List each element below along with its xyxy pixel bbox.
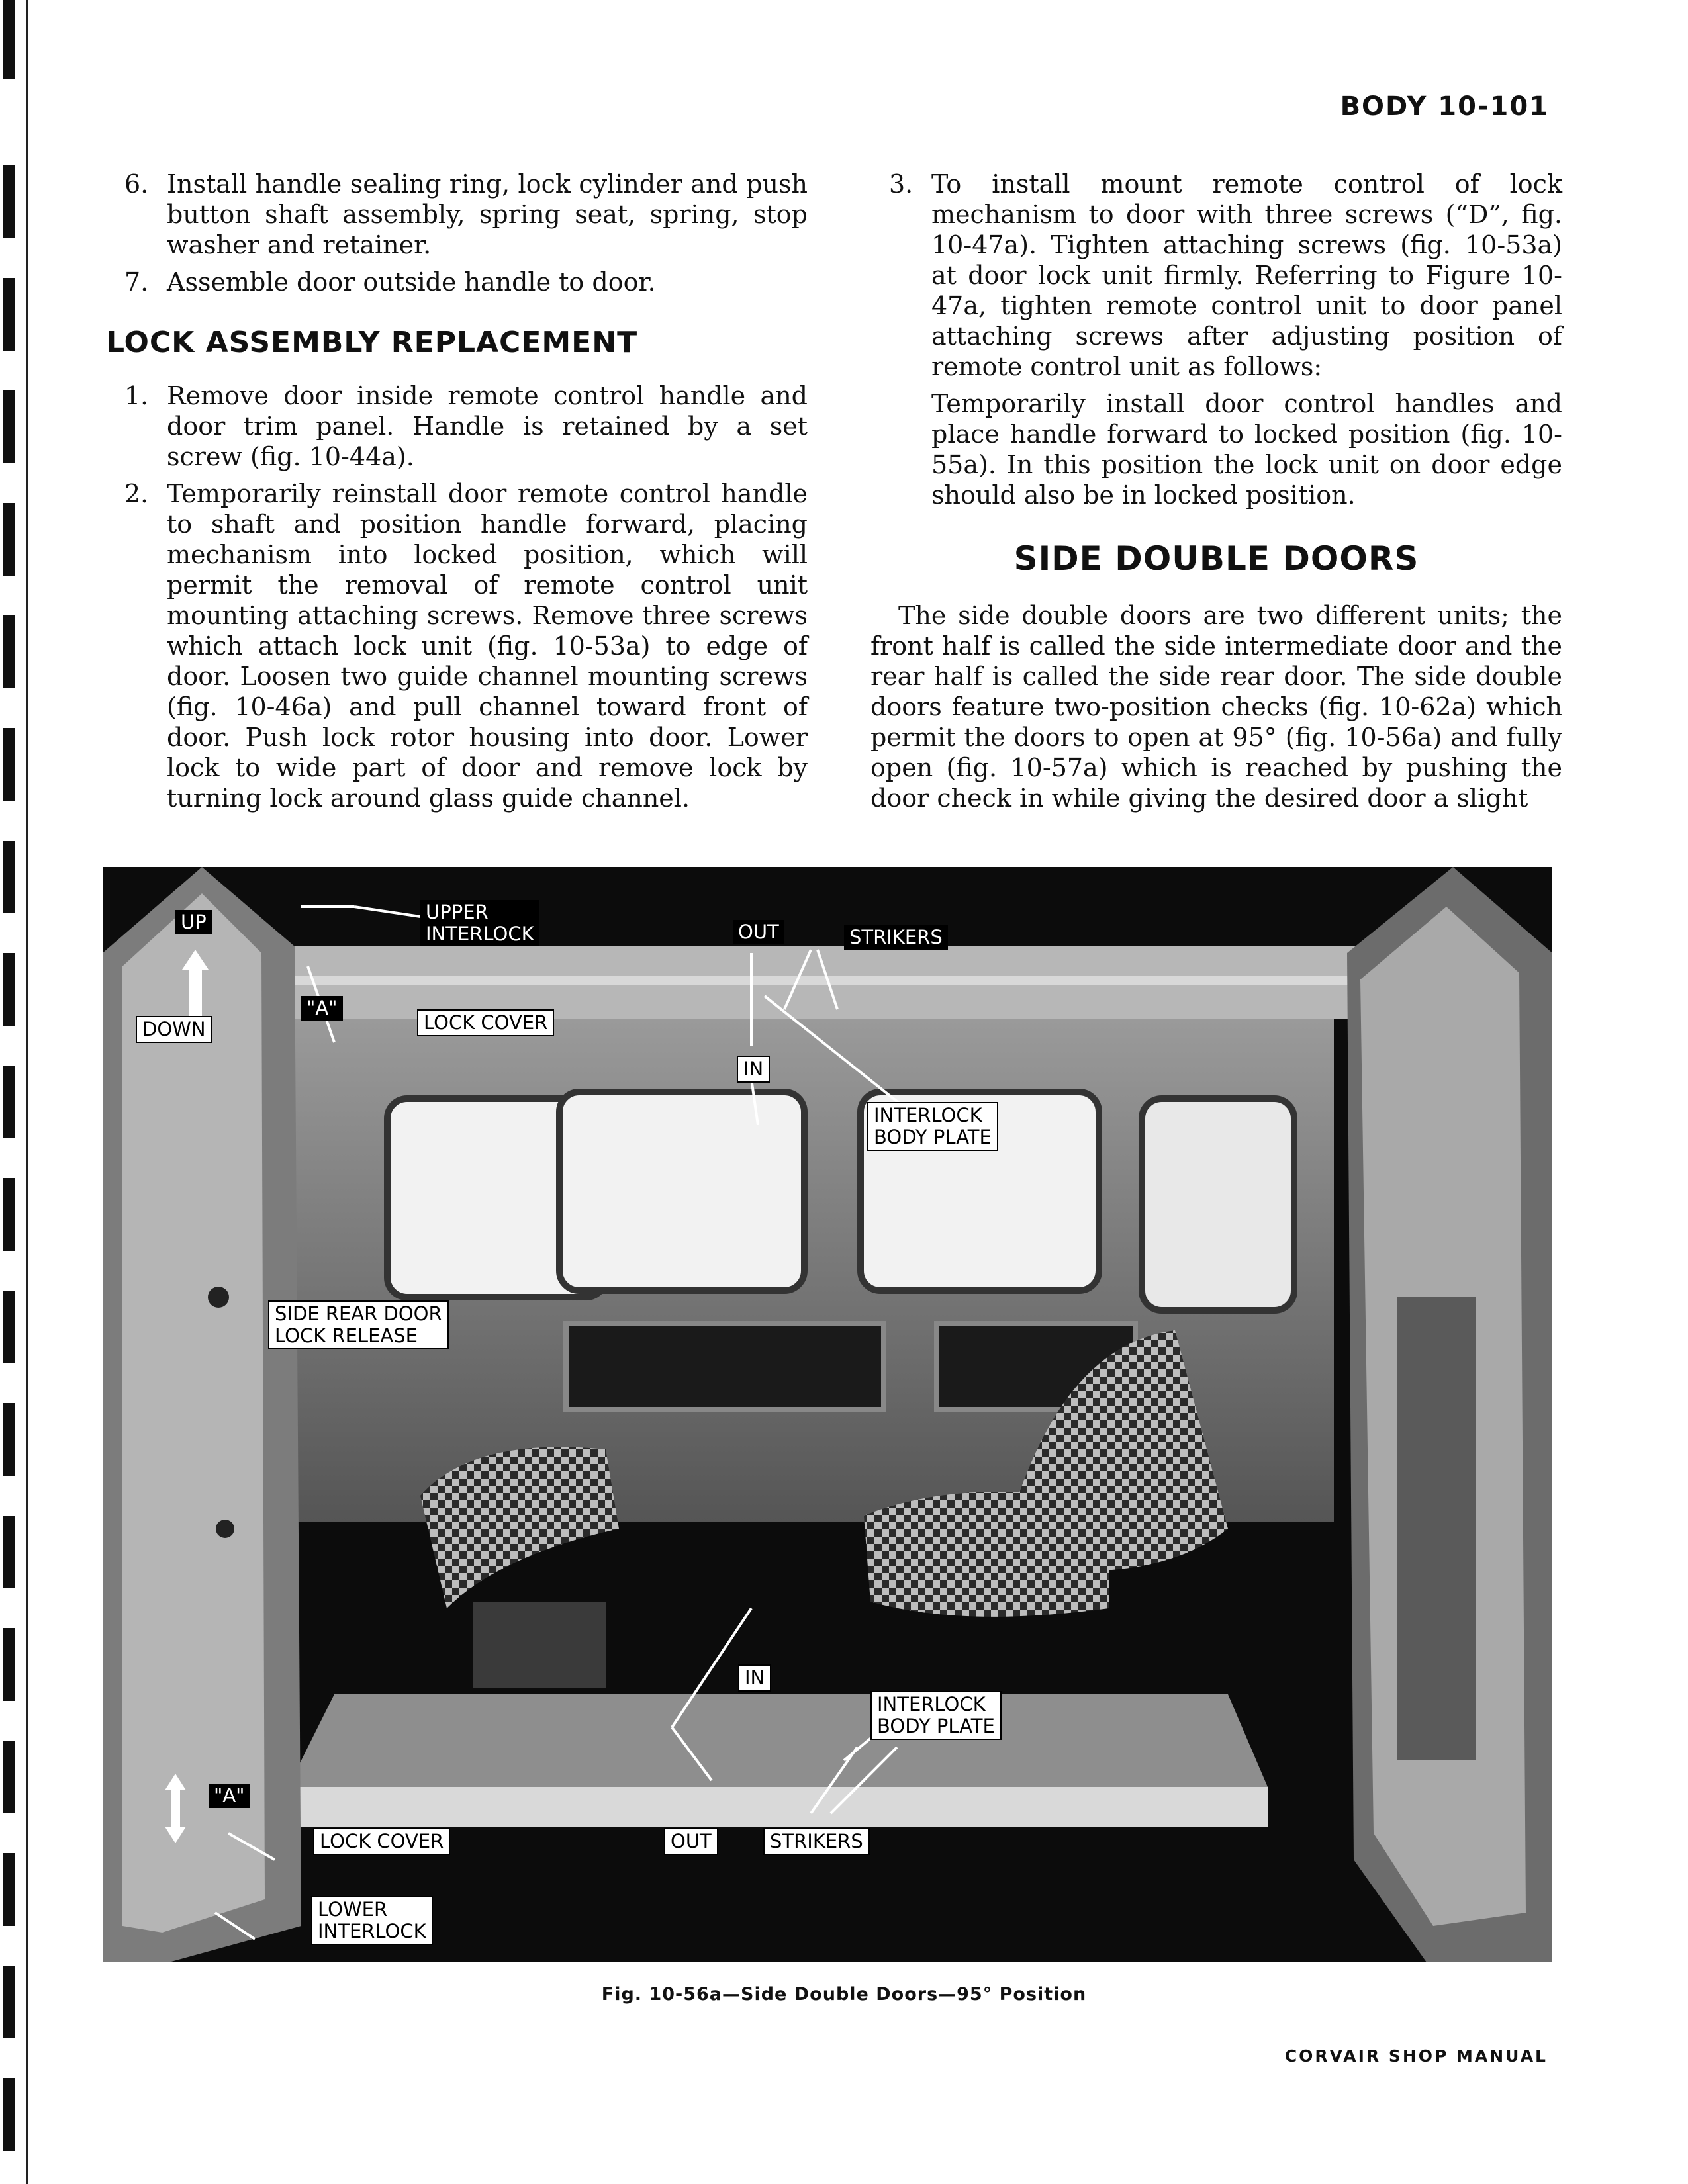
label-out-bottom: OUT (664, 1828, 718, 1855)
van-interior-photo (103, 867, 1552, 1962)
label-in-top: IN (737, 1056, 770, 1083)
label-a-bottom: "A" (209, 1784, 250, 1808)
paragraph: Temporarily install door control handles and place handle forward to locked position (fig. 10-55a). In this position the lock unit on door edge should also be in locked position. (931, 389, 1562, 510)
label-lock-cover-bottom: LOCK COVER (313, 1828, 450, 1855)
figure-caption: Fig. 10-56a—Side Double Doors—95° Position (601, 1984, 1087, 2005)
list-item (106, 381, 808, 472)
binding-mark (3, 1403, 15, 1476)
binding-mark (3, 1516, 15, 1588)
binding-mark (3, 278, 15, 351)
list-item (106, 478, 808, 813)
list-item (106, 169, 808, 260)
page-header: BODY 10-101 (1340, 91, 1549, 122)
binding-mark (3, 728, 15, 801)
binding-mark (3, 841, 15, 913)
figure-side-double-doors (103, 867, 1552, 1962)
list-item (106, 267, 808, 297)
item-text: To install mount remote control of lock mechanism to door with three screws (“D”, fig. 10-47a). Tighten attaching screws (fig. 10-53a) at door lock unit firmly. Referring to Figure 10-47a, tighten remote control unit to door panel attaching screws after adjusting position of remote control unit as follows: (931, 169, 1562, 381)
label-lock-cover-top: LOCK COVER (417, 1009, 554, 1036)
list-item (870, 169, 1562, 382)
label-a-top: "A" (301, 996, 343, 1021)
left-column (106, 169, 808, 820)
binding-mark (3, 953, 15, 1026)
binding-mark (3, 1178, 15, 1251)
item-text: Assemble door outside handle to door. (167, 267, 656, 296)
label-out-top: OUT (733, 920, 784, 944)
paragraph: The side double doors are two different units; the front half is called the side intermediate door and the rear half is called the side rear door. The side double doors feature two-position checks (fig. 10-62a) which permit the doors to open at 95° (fig. 10-56a) and fully open (fig. 10-57a) which is reached by pushing the door check in while giving the desired door a slight (870, 601, 1562, 813)
binding-mark (3, 1853, 15, 1926)
label-strikers-top: STRIKERS (844, 925, 948, 950)
item-number: 6. (124, 169, 149, 199)
binding-mark (3, 1628, 15, 1701)
label-side-rear-door-lock-release: SIDE REAR DOOR LOCK RELEASE (268, 1300, 449, 1349)
binding-mark (3, 503, 15, 576)
label-upper-interlock: UPPER INTERLOCK (420, 900, 539, 946)
label-interlock-body-plate-bottom: INTERLOCK BODY PLATE (870, 1691, 1002, 1740)
item-text: Temporarily reinstall door remote control handle to shaft and position handle forward, placing mechanism into locked position, which will permit the removal of remote control unit mounting attaching screws. Remove three screws which attach lock unit (fig. 10-53a) to edge of door. Loosen two guide channel mounting screws (fig. 10-46a) and pull channel toward front of door. Push lock rotor housing into door. Lower lock to wide part of door and remove lock by turning lock around glass guide channel. (167, 479, 808, 813)
binding-mark (3, 1066, 15, 1138)
binding-mark (3, 1291, 15, 1363)
binding-mark (3, 165, 15, 238)
binding-line (26, 0, 28, 2184)
label-strikers-bottom: STRIKERS (763, 1828, 870, 1855)
binding-mark (3, 0, 15, 79)
section-heading-lock-assembly: LOCK ASSEMBLY REPLACEMENT (106, 326, 638, 359)
binding-mark (3, 615, 15, 688)
binding-mark (3, 2078, 15, 2151)
binding-mark (3, 1741, 15, 1813)
item-number: 7. (124, 267, 149, 296)
section-heading-side-double-doors: SIDE DOUBLE DOORS (1013, 539, 1419, 578)
label-lower-interlock: LOWER INTERLOCK (311, 1896, 433, 1945)
label-in-bottom: IN (738, 1664, 771, 1692)
item-number: 2. (124, 479, 149, 508)
binding-mark (3, 390, 15, 463)
binding-strip (0, 0, 38, 2184)
item-text: Install handle sealing ring, lock cylinder and push button shaft assembly, spring seat, spring, stop washer and retainer. (167, 169, 808, 259)
item-text: Remove door inside remote control handle and door trim panel. Handle is retained by a set screw (fig. 10-44a). (167, 381, 808, 471)
label-up: UP (175, 910, 212, 934)
right-column (870, 169, 1562, 813)
page-footer: CORVAIR SHOP MANUAL (1284, 2046, 1548, 2066)
label-down: DOWN (136, 1016, 212, 1043)
item-number: 1. (124, 381, 149, 410)
label-interlock-body-plate-top: INTERLOCK BODY PLATE (867, 1102, 998, 1151)
item-number: 3. (889, 169, 914, 199)
